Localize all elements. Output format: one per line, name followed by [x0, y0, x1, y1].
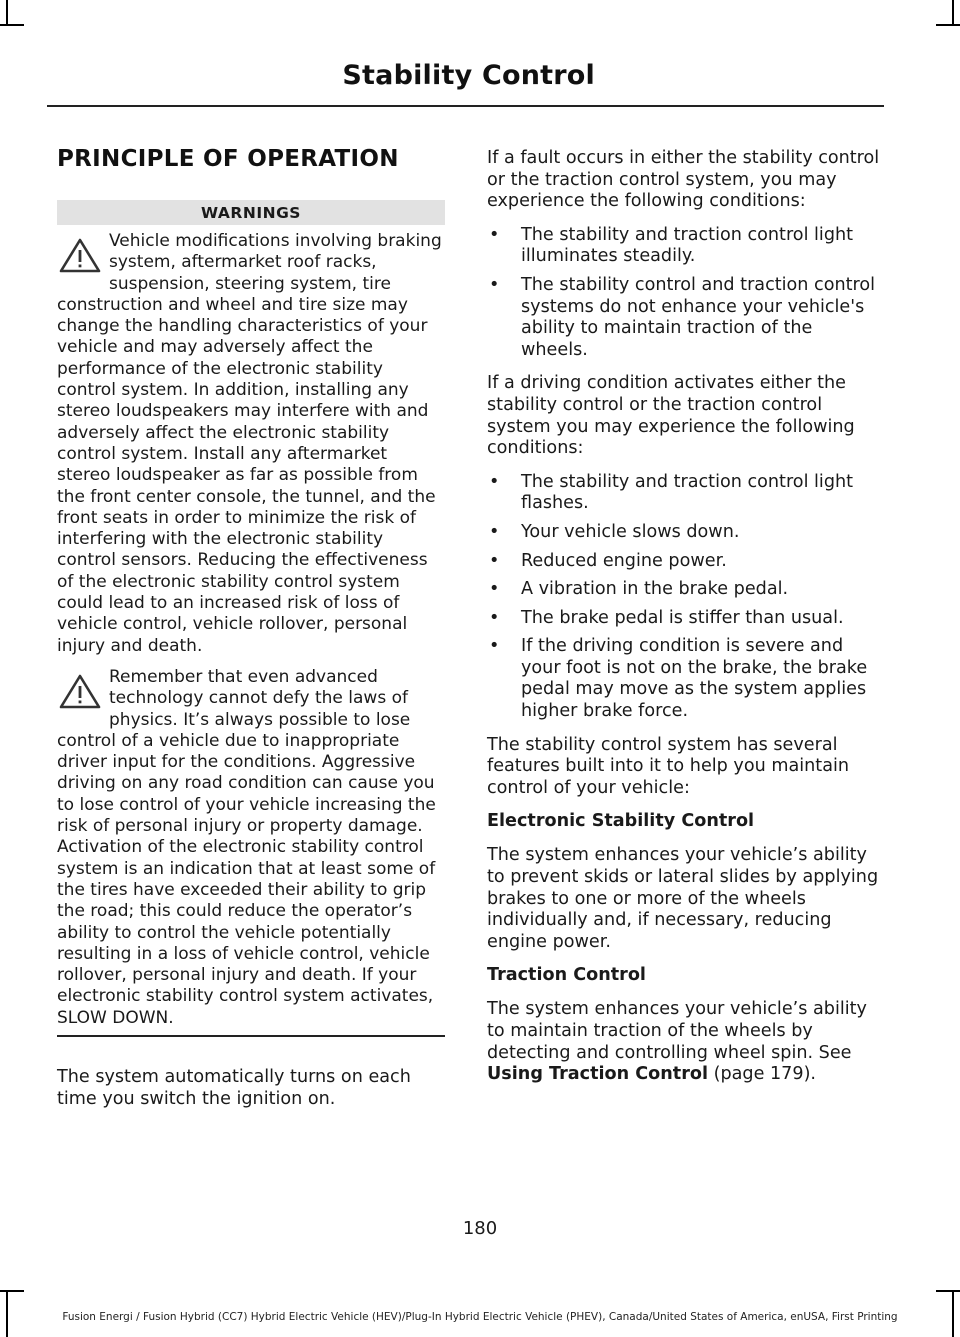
esc-heading: Electronic Stability Control: [487, 811, 755, 832]
list-item: • The stability control and traction control systems do not enhance your vehicle's ability to maintain traction of the wheels.: [487, 275, 881, 361]
header-divider: [47, 105, 884, 107]
traction-control-text: The system enhances your vehicle’s ability to maintain traction of the wheels by detecting and controlling wheel spin. See: [487, 999, 867, 1063]
left-column: [57, 146, 445, 1122]
warnings-heading: WARNINGS: [57, 200, 445, 225]
crop-mark: [952, 0, 954, 26]
body-paragraph: If a fault occurs in either the stability control or the traction control system, you may experience the following conditions:: [487, 148, 880, 212]
page-header-title: Stability Control: [342, 60, 595, 91]
right-column: [487, 148, 881, 1098]
section-title: PRINCIPLE OF OPERATION: [57, 146, 399, 172]
esc-paragraph: The system enhances your vehicle’s ability to prevent skids or lateral slides by applying brakes to one or more of the wheels individually and, if necessary, reducing engine power.: [487, 845, 879, 952]
using-traction-control-link[interactable]: Using Traction Control: [487, 1064, 708, 1085]
crop-mark: [0, 24, 24, 26]
list-item: • Reduced engine power.: [487, 551, 881, 573]
activation-conditions-list: [487, 472, 881, 723]
crop-mark: [6, 0, 8, 26]
traction-control-paragraph: [487, 999, 881, 1085]
page-reference: (page 179).: [713, 1064, 817, 1085]
warning-text: Remember that even advanced technology cannot defy the laws of physics. It’s always possible to lose control of a vehicle due to inappropriate driver input for the conditions. Aggressive driving on any road condition can cause you to lose control of your vehicle increasing the risk of personal injury or property damage. Activation of the electronic stability control system is an indication that at least some of the tires have exceeded their ability to grip the road; this could reduce the operator’s ability to control the vehicle potentially resulting in a loss of vehicle control, vehicle rollover, personal injury and death. If your electronic stability control system activates, SLOW DOWN.: [57, 666, 436, 1028]
list-item: • If the driving condition is severe and your foot is not on the brake, the brake pedal may move as the system applies higher brake force.: [487, 636, 881, 722]
body-paragraph: The system automatically turns on each time you switch the ignition on.: [57, 1066, 411, 1109]
list-item: • The stability and traction control light flashes.: [487, 472, 881, 515]
list-item: • The stability and traction control light illuminates steadily.: [487, 225, 881, 268]
warning-paragraph: [57, 231, 445, 657]
warning-triangle-icon: [57, 235, 103, 275]
warning-paragraph: [57, 667, 445, 1029]
warnings-end-divider: [57, 1035, 445, 1037]
footer-text: Fusion Energi / Fusion Hybrid (CC7) Hybrid Electric Vehicle (HEV)/Plug-In Hybrid Electric Vehicle (PHEV), Canada/United States of America, enUSA, First Printing: [62, 1311, 898, 1323]
warning-text: Vehicle modifications involving braking system, aftermarket roof racks, suspension, steering system, tire construction and wheel and tire size may change the handling characteristics of your vehicle and may adversely affect the performance of the electronic stability control system. In addition, installing any stereo loudspeakers may interfere with and adversely affect the electronic stability control system. Install any aftermarket stereo loudspeaker as far as possible from the front center console, the tunnel, and the front seats in order to minimize the risk of interfering with the electronic stability control sensors. Reducing the effectiveness of the electronic stability control system could lead to an increased risk of loss of vehicle control, vehicle rollover, personal injury and death.: [57, 231, 442, 656]
list-item: • Your vehicle slows down.: [487, 522, 881, 544]
crop-mark: [936, 1290, 960, 1292]
page-number: 180: [462, 1218, 498, 1239]
fault-conditions-list: [487, 225, 881, 362]
body-paragraph: If a driving condition activates either the stability control or the traction control system you may experience the following conditions:: [487, 373, 855, 459]
list-item: • The brake pedal is stiffer than usual.: [487, 608, 881, 630]
list-item: • A vibration in the brake pedal.: [487, 579, 881, 601]
body-paragraph: The stability control system has several features built into it to help you maintain control of your vehicle:: [487, 734, 850, 798]
warning-triangle-icon: [57, 671, 103, 711]
crop-mark: [0, 1290, 24, 1292]
traction-control-heading: Traction Control: [487, 965, 646, 986]
crop-mark: [936, 24, 960, 26]
